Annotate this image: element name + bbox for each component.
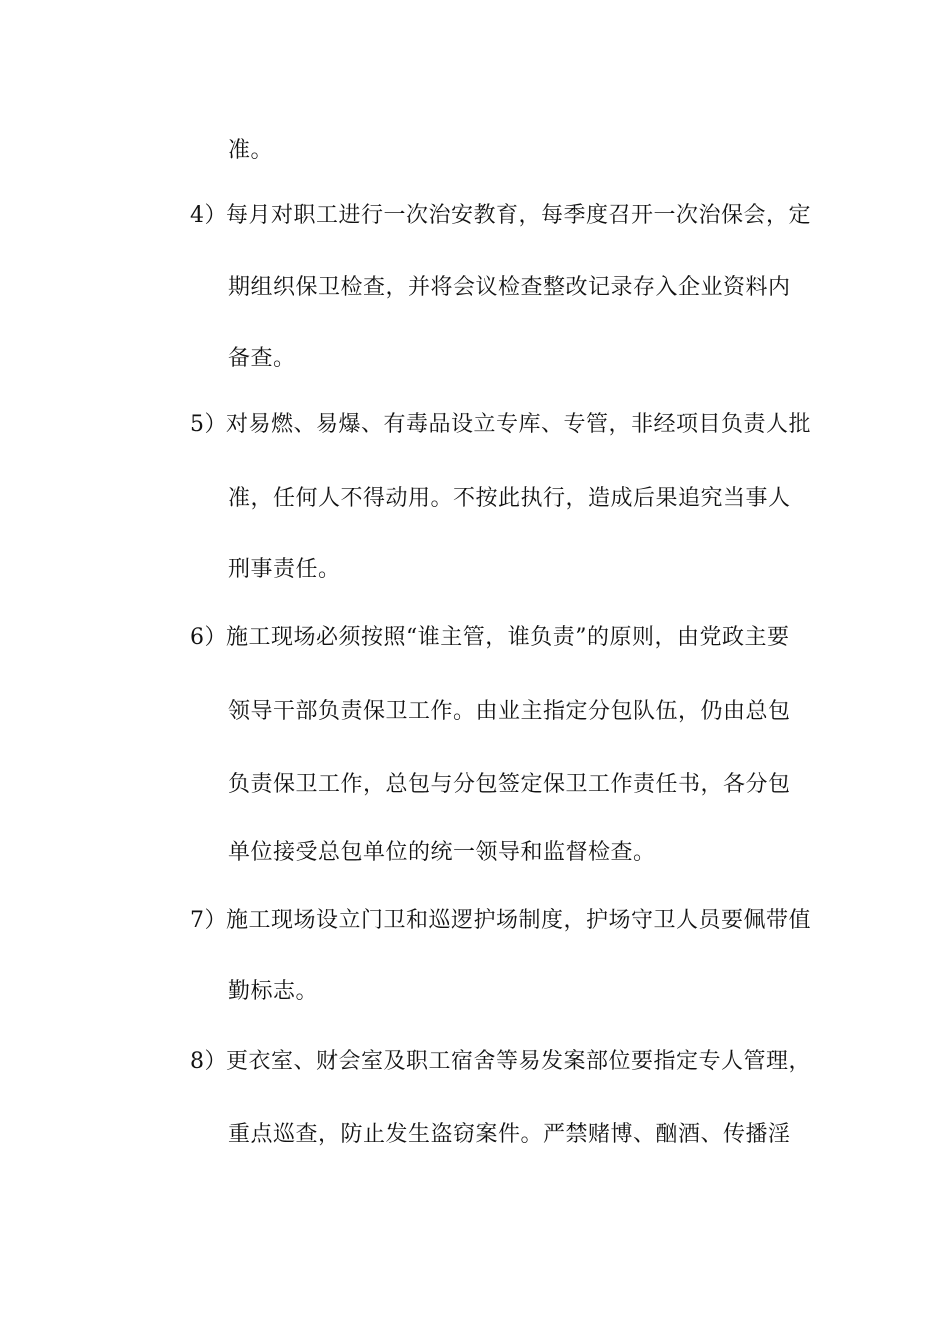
item-number: 4） [190,203,227,228]
text-line [228,977,318,1007]
list-item-6 [190,623,790,653]
line-text: 负责保卫工作，总包与分包签定保卫工作责任书，各分包 [228,772,791,797]
text-line [228,136,273,166]
line-text: 备查。 [228,346,296,371]
text-line [228,1120,791,1150]
item-number: 6） [190,625,227,650]
line-text: 期组织保卫检查，并将会议检查整改记录存入企业资料内 [228,275,791,300]
line-text: 刑事责任。 [228,557,341,582]
text-line [228,273,791,303]
text-line [228,770,791,800]
line-text: 施工现场设立门卫和巡逻护场制度，护场守卫人员要佩带值 [226,908,812,933]
line-text: 施工现场必须按照“谁主管，谁负责”的原则，由党政主要 [226,625,790,650]
item-number: 7） [190,908,227,933]
item-number: 8） [190,1049,227,1074]
list-item-4 [190,201,811,231]
list-item-5 [190,410,811,440]
line-text: 准。 [228,138,274,163]
line-text: 重点巡查，防止发生盗窃案件。严禁赌博、酗酒、传播淫 [228,1122,791,1147]
line-text: 领导干部负责保卫工作。由业主指定分包队伍，仍由总包 [228,699,791,724]
text-line [228,838,656,868]
line-text: 单位接受总包单位的统一领导和监督检查。 [228,840,656,865]
list-item-8 [190,1047,811,1077]
text-line [228,555,341,585]
text-line [228,697,791,727]
list-item-7 [190,906,811,936]
item-number: 5） [190,412,227,437]
line-text: 勤标志。 [228,979,319,1004]
text-line [228,344,296,374]
line-text: 准，任何人不得动用。不按此执行，造成后果追究当事人 [228,486,791,511]
line-text: 对易燃、易爆、有毒品设立专库、专管，非经项目负责人批 [226,412,812,437]
text-line [228,484,791,514]
line-text: 更衣室、财会室及职工宿舍等易发案部位要指定专人管理， [226,1049,812,1074]
line-text: 每月对职工进行一次治安教育，每季度召开一次治保会，定 [226,203,812,228]
